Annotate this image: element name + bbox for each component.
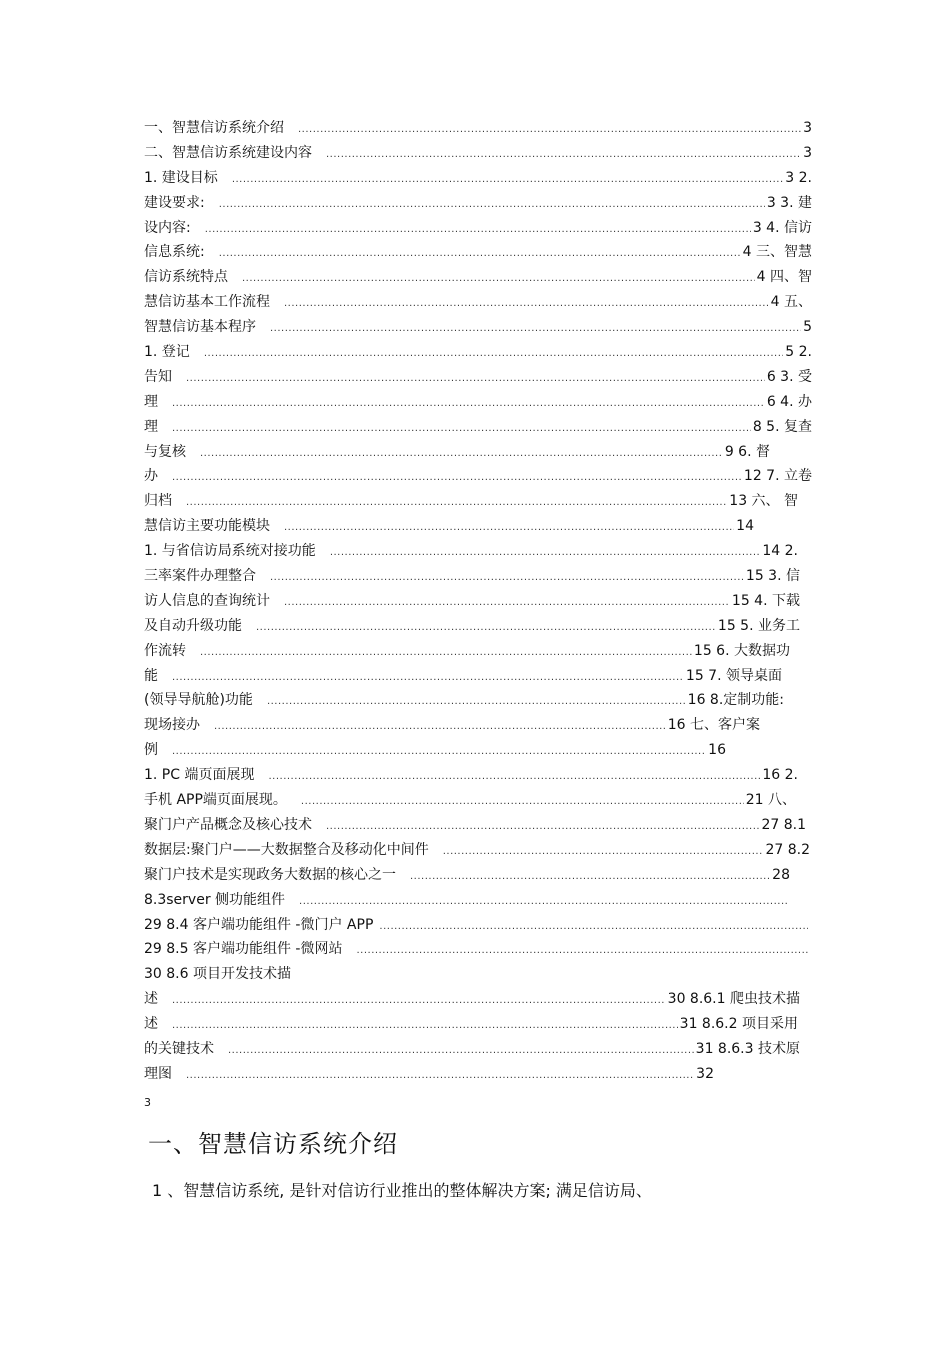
- toc-entry[interactable]: 信访系统特点 ..... 4 四、智: [144, 265, 812, 290]
- toc-entry[interactable]: 三率案件办理整合 ..... 15 3. 信: [144, 564, 800, 589]
- toc-entry[interactable]: 1. 建设目标 ..... 3 2.: [144, 166, 812, 191]
- toc-entry[interactable]: 30 8.6 项目开发技术描: [144, 966, 291, 983]
- toc-entry[interactable]: 的关键技术 ..... 31 8.6.3 技术原: [144, 1037, 800, 1062]
- toc-entry[interactable]: 设内容: ..... 3 4. 信访: [144, 216, 812, 241]
- toc-entry[interactable]: 1. 与省信访局系统对接功能 ..... 14 2.: [144, 539, 798, 564]
- toc-entry[interactable]: 访人信息的查询统计 ..... 15 4. 下载: [144, 589, 800, 614]
- toc-entry[interactable]: 作流转 ..... 15 6. 大数据功: [144, 639, 790, 664]
- toc-entry[interactable]: 手机 APP端页面展现。 ..... 21 八、: [144, 788, 796, 813]
- toc-entry[interactable]: 述 ..... 30 8.6.1 爬虫技术描: [144, 987, 800, 1012]
- toc-entry[interactable]: 办 ..... 12 7. 立卷: [144, 464, 812, 489]
- toc-entry[interactable]: 29 8.5 客户端功能组件 -微网站 .....: [144, 937, 810, 962]
- toc-entry[interactable]: 二、智慧信访系统建设内容 ..... 3: [144, 141, 812, 166]
- toc-entry[interactable]: 理 ..... 8 5. 复查: [144, 415, 812, 440]
- toc-entry[interactable]: (领导导航舱)功能 ..... 16 8.定制功能:: [144, 688, 784, 713]
- toc-entry[interactable]: 聚门户技术是实现政务大数据的核心之一 ..... 28: [144, 863, 790, 888]
- toc-entry[interactable]: 信息系统: ..... 4 三、智慧: [144, 240, 812, 265]
- toc-entry[interactable]: 慧信访主要功能模块 ..... 14: [144, 514, 754, 539]
- toc-entry[interactable]: 告知 ..... 6 3. 受: [144, 365, 812, 390]
- toc-entry[interactable]: 理 ..... 6 4. 办: [144, 390, 812, 415]
- toc-entry[interactable]: 智慧信访基本程序 ..... 5: [144, 315, 812, 340]
- table-of-contents: [144, 116, 812, 1087]
- page-number: 3: [144, 1096, 151, 1109]
- toc-entry[interactable]: 现场接办 ..... 16 七、客户案: [144, 713, 760, 738]
- body-paragraph: 1 、智慧信访系统, 是针对信访行业推出的整体解决方案; 满足信访局、: [152, 1181, 652, 1200]
- toc-entry[interactable]: 1. PC 端页面展现 ..... 16 2.: [144, 763, 798, 788]
- toc-entry[interactable]: 1. 登记 ..... 5 2.: [144, 340, 812, 365]
- toc-entry[interactable]: 能 ..... 15 7. 领导桌面: [144, 664, 782, 689]
- toc-entry[interactable]: 及自动升级功能 ..... 15 5. 业务工: [144, 614, 800, 639]
- toc-entry[interactable]: 理图 ..... 32: [144, 1062, 714, 1087]
- toc-entry[interactable]: 一、智慧信访系统介绍 ..... 3: [144, 116, 812, 141]
- toc-entry[interactable]: 与复核 ..... 9 6. 督: [144, 440, 770, 465]
- toc-entry[interactable]: 29 8.4 客户端功能组件 -微门户 APP .....: [144, 913, 810, 938]
- toc-entry[interactable]: 数据层:聚门户——大数据整合及移动化中间件 ..... 27 8.2: [144, 838, 810, 863]
- toc-entry[interactable]: 建设要求: ..... 3 3. 建: [144, 191, 812, 216]
- section-heading: 一、智慧信访系统介绍: [148, 1130, 398, 1158]
- toc-entry[interactable]: 例 ..... 16: [144, 738, 726, 763]
- toc-entry[interactable]: 8.3server 侧功能组件 .....: [144, 888, 790, 913]
- toc-entry[interactable]: 慧信访基本工作流程 ..... 4 五、: [144, 290, 812, 315]
- toc-entry[interactable]: 聚门户产品概念及核心技术 ..... 27 8.1: [144, 813, 806, 838]
- toc-entry[interactable]: 归档 ..... 13 六、 智: [144, 489, 798, 514]
- toc-entry[interactable]: 述 ..... 31 8.6.2 项目采用: [144, 1012, 798, 1037]
